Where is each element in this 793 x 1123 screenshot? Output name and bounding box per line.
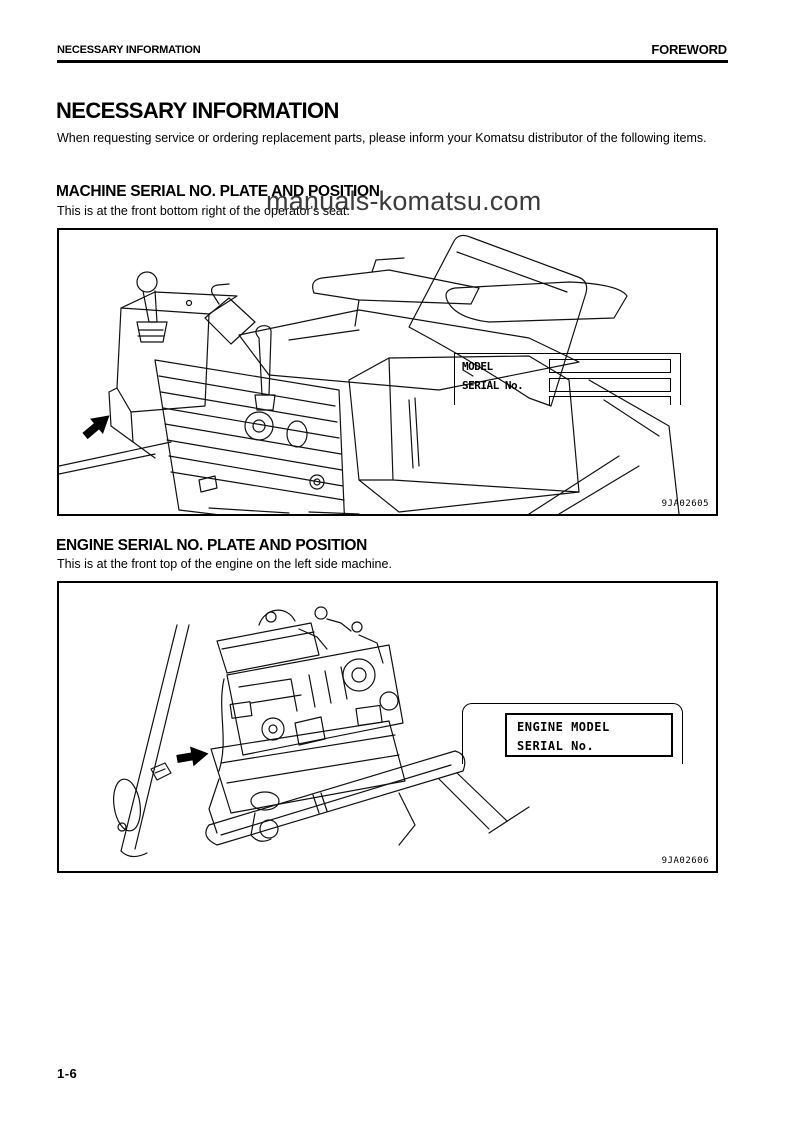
figure-code: 9JA02605 xyxy=(661,499,709,509)
section-heading-engine-serial: ENGINE SERIAL NO. PLATE AND POSITION xyxy=(56,537,367,554)
plate-field-serial xyxy=(549,378,671,392)
engine-plate-line-model: ENGINE MODEL xyxy=(517,720,610,734)
section-caption-machine-serial: This is at the front bottom right of the operator's seat. xyxy=(57,204,350,218)
figure-code: 9JA02606 xyxy=(661,856,709,866)
page-title: NECESSARY INFORMATION xyxy=(56,98,339,123)
page-number: 1-6 xyxy=(57,1066,78,1081)
plate-field-extra xyxy=(549,396,671,405)
section-heading-machine-serial: MACHINE SERIAL NO. PLATE AND POSITION xyxy=(56,183,380,200)
plate-field-model xyxy=(549,359,671,373)
machine-serial-plate xyxy=(454,353,681,405)
engine-plate-line-serial: SERIAL No. xyxy=(517,739,595,753)
location-arrow-icon xyxy=(175,744,210,769)
figure-machine-serial-plate xyxy=(57,228,718,516)
intro-text: When requesting service or ordering replacement parts, please inform your Komatsu distributor of the following items. xyxy=(57,131,707,145)
engine-serial-plate xyxy=(462,703,683,764)
watermark-text: manuals-komatsu.com xyxy=(266,186,542,216)
plate-label-model: MODEL xyxy=(462,360,493,373)
plate-label-serial: SERIAL No. xyxy=(462,379,524,392)
section-caption-engine-serial: This is at the front top of the engine on the left side machine. xyxy=(57,557,392,571)
running-header-left: NECESSARY INFORMATION xyxy=(57,44,201,56)
figure-engine-serial-plate xyxy=(57,581,718,873)
running-header-right: FOREWORD xyxy=(651,42,727,57)
header-rule xyxy=(57,60,728,63)
engine-plate-text xyxy=(505,713,673,757)
